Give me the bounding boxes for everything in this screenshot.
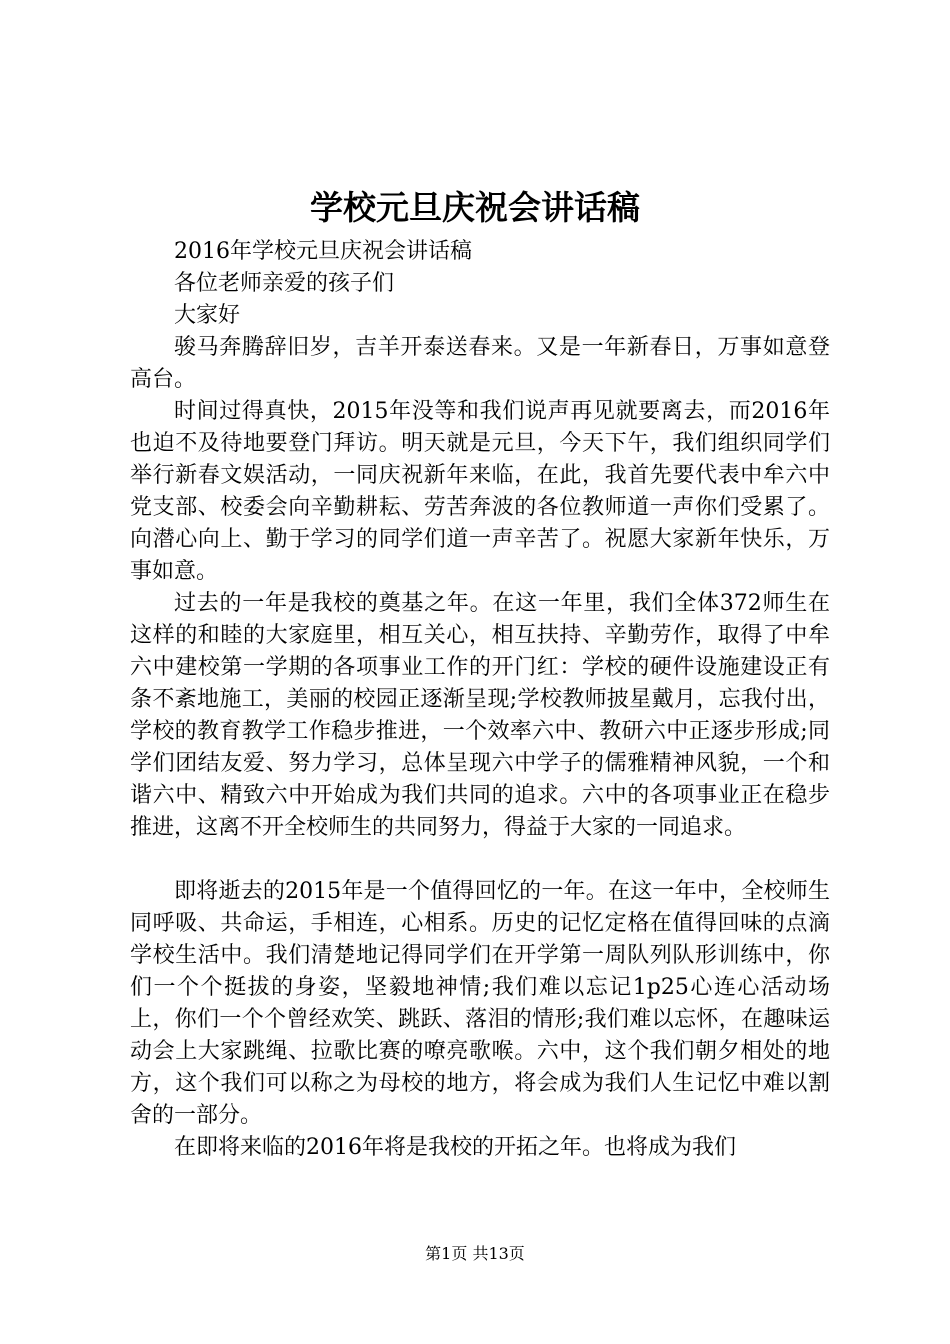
paragraph-spacer <box>130 844 830 876</box>
page-indicator: 第1页 共13页 <box>425 1244 525 1263</box>
speech-heading: 2016年学校元旦庆祝会讲话稿 <box>174 239 472 264</box>
paragraph-memories: 即将逝去的2015年是一个值得回忆的一年。在这一年中，全校师生同呼吸、共命运，手相连，心相系。历史的记忆定格在值得回味的点滴学校生活中。我们清楚地记得同学们在开学第一周队列队形训练中，你们一个个挺拔的身姿，坚毅地神情;我们难以忘记1p25心连心活动场上，你们一个个曾经欢笑、跳跃、落泪的情形;我们难以忘怀，在趣味运动会上大家跳绳、拉歌比赛的嘹亮歌喉。六中，这个我们朝夕相处的地方，这个我们可以称之为母校的地方，将会成为我们人生记忆中难以割舍的一部分。 <box>130 879 830 1128</box>
document-body <box>130 236 830 1164</box>
greeting: 大家好 <box>174 303 241 328</box>
paragraph-coming-year: 在即将来临的2016年将是我校的开拓之年。也将成为我们 <box>174 1135 736 1160</box>
paragraph-new-year-verse: 骏马奔腾辞旧岁，吉羊开泰送春来。又是一年新春日，万事如意登高台。 <box>130 335 830 392</box>
page-title: 学校元旦庆祝会讲话稿 <box>310 188 640 227</box>
salutation: 各位老师亲爱的孩子们 <box>174 271 395 296</box>
paragraph-past-year: 过去的一年是我校的奠基之年。在这一年里，我们全体372师生在这样的和睦的大家庭里，相互关心，相互扶持、辛勤劳作，取得了中牟六中建校第一学期的各项事业工作的开门红：学校的硬件设施建设正有条不紊地施工，美丽的校园正逐渐呈现;学校教师披星戴月，忘我付出，学校的教育教学工作稳步推进，一个效率六中、教研六中正逐步形成;同学们团结友爱、努力学习，总体呈现六中学子的儒雅精神风貌，一个和谐六中、精致六中开始成为我们共同的追求。六中的各项事业正在稳步推进，这离不开全校师生的共同努力，得益于大家的一同追求。 <box>130 591 830 840</box>
paragraph-time-flies: 时间过得真快，2015年没等和我们说声再见就要离去，而2016年也迫不及待地要登门拜访。明天就是元旦，今天下午，我们组织同学们举行新春文娱活动，一同庆祝新年来临，在此，我首先要代表中牟六中党支部、校委会向辛勤耕耘、劳苦奔波的各位教师道一声你们受累了。向潜心向上、勤于学习的同学们道一声辛苦了。祝愿大家新年快乐，万事如意。 <box>130 399 830 584</box>
